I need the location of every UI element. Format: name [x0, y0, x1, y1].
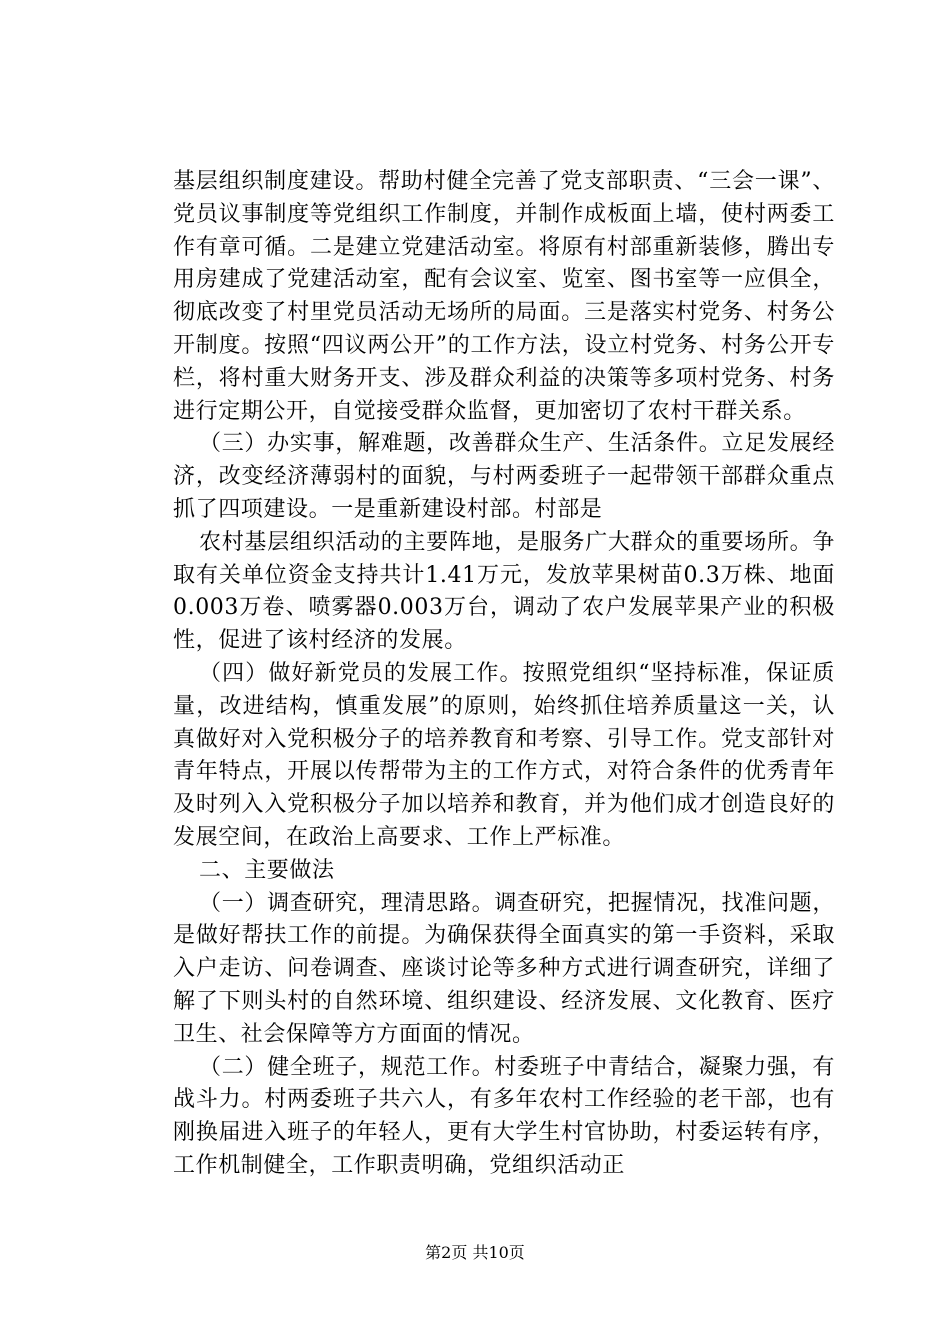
page-number-footer: 第2页 共10页	[425, 1243, 525, 1262]
section-heading: 二、主要做法	[199, 857, 335, 883]
paragraph-1: 基层组织制度建设。帮助村健全完善了党支部职责、“三会一课”、党员议事制度等党组织工作制度，并制作成板面上墙，使村两委工作有章可循。二是建立党建活动室。将原有村部重新装修，腾出专用房建成了党建活动室，配有会议室、览室、图书室等一应俱全，彻底改变了村里党员活动无场所的局面。三是落实村党务、村务公开制度。按照“四议两公开”的工作方法，设立村党务、村务公开专栏，将村重大财务开支、涉及群众利益的决策等多项村党务、村务进行定期公开，自觉接受群众监督，更加密切了农村干群关系。	[173, 169, 835, 424]
paragraph-3: 农村基层组织活动的主要阵地，是服务广大群众的重要场所。争取有关单位资金支持共计1.41万元，发放苹果树苗0.3万株、地面0.003万卷、喷雾器0.003万台，调动了农户发展苹果产业的积极性，促进了该村经济的发展。	[173, 529, 835, 654]
paragraph-6: （二）健全班子，规范工作。村委班子中青结合，凝聚力强，有战斗力。村两委班子共六人，有多年农村工作经验的老干部，也有刚换届进入班子的年轻人，更有大学生村官协助，村委运转有序，工作机制健全，工作职责明确，党组织活动正	[173, 1054, 835, 1178]
paragraph-5: （一）调查研究，理清思路。调查研究，把握情况，找准问题，是做好帮扶工作的前提。为确保获得全面真实的第一手资料，采取入户走访、问卷调查、座谈讨论等多种方式进行调查研究，详细了解了下则头村的自然环境、组织建设、经济发展、文化教育、医疗卫生、社会保障等方方面面的情况。	[173, 890, 835, 1047]
paragraph-2: （三）办实事，解难题，改善群众生产、生活条件。立足发展经济，改变经济薄弱村的面貌，与村两委班子一起带领干部群众重点抓了四项建设。一是重新建设村部。村部是	[173, 431, 835, 522]
paragraph-4: （四）做好新党员的发展工作。按照党组织“坚持标准，保证质量，改进结构，慎重发展”的原则，始终抓住培养质量这一关，认真做好对入党积极分子的培养教育和考察、引导工作。党支部针对青年特点，开展以传帮带为主的工作方式，对符合条件的优秀青年及时列入入党积极分子加以培养和教育，并为他们成才创造良好的发展空间，在政治上高要求、工作上严标准。	[173, 660, 835, 850]
document-body	[173, 166, 835, 1183]
